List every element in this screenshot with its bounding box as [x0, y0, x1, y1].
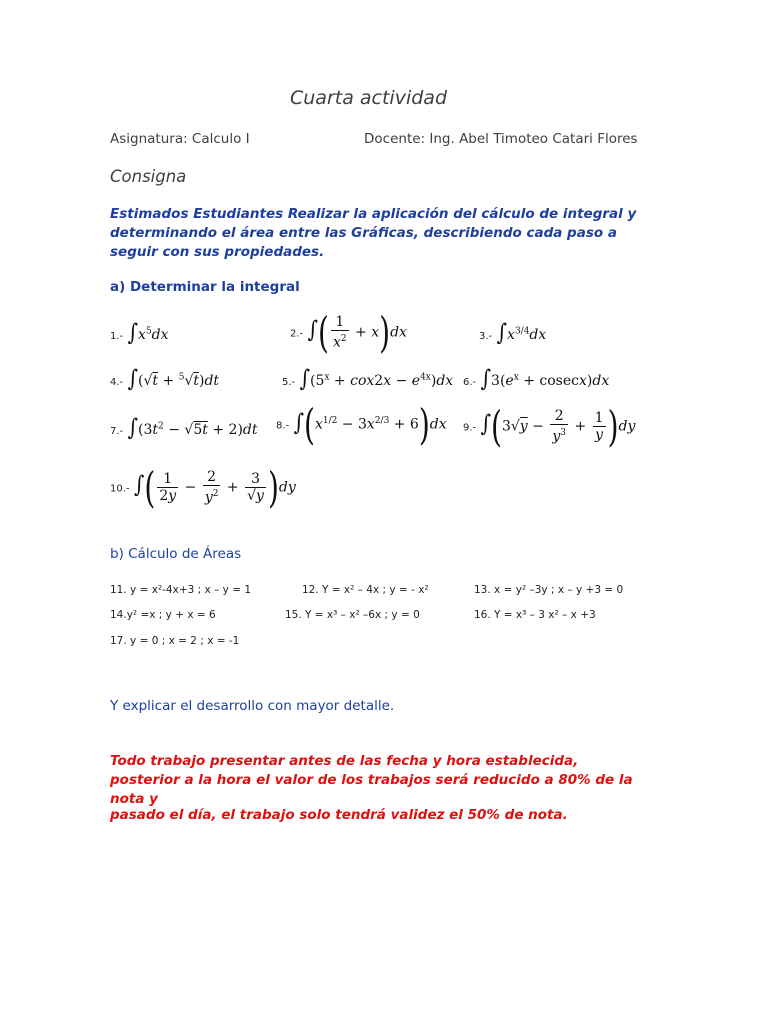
area-item-12: 12. Y = x² – 4x ; y = - x²: [302, 584, 429, 596]
integral-7: 7.- $\int(3t^2 - √5t + 2)dt$: [110, 413, 258, 441]
integral-10: 10.- ∫( $\frac{1}{2y}$ − $\frac{2}{y^2}$ + $\frac{3}{√y}$ )dy: [110, 462, 296, 513]
integral-number: 4.-: [110, 377, 124, 388]
section-b-heading: b) Cálculo de Áreas: [110, 546, 242, 562]
page-title: Cuarta actividad: [290, 87, 448, 109]
integral-number: 9.-: [463, 422, 477, 434]
area-item-14: 14.y² =x ; y + x = 6: [110, 609, 216, 621]
late-warning: pasado el día, el trabajo solo tendrá validez el 50% de nota.: [110, 807, 568, 823]
area-item-11: 11. y = x²-4x+3 ; x – y = 1: [110, 584, 252, 596]
integral-5: 5.- $\int(5^x + cox2x - e^{4x})dx$: [282, 364, 454, 392]
integral-number: 10.-: [110, 483, 130, 495]
instruction-text: Estimados Estudiantes Realizar la aplicación del cálculo de integral y determinando el área entre las Gráficas, describiendo cada paso a seguir con sus propiedades.: [110, 206, 637, 260]
integral-number: 8.-: [276, 420, 290, 432]
consigna-heading: Consigna: [110, 167, 187, 186]
integral-3: 3.- $\int x^{3/4}dx$: [479, 318, 547, 346]
integral-8: 8.- $\int(x^{1/2} - 3x^{2/3} + 6)dx$: [276, 399, 447, 450]
deadline-warning: Todo trabajo presentar antes de las fecha y hora establecida, posterior a la hora el valor de los trabajos será reducido a 80% de la nota y: [110, 753, 633, 807]
integral-9: 9.- ∫(3√y − $\frac{2}{y^3}$ + $\frac{1}{y}$ )dy: [463, 401, 636, 452]
asignatura-label: Asignatura: Calculo I: [110, 131, 250, 147]
integral-number: 3.-: [479, 331, 493, 342]
area-item-16: 16. Y = x³ – 3 x² – x +3: [474, 609, 596, 621]
integral-2: 2.- ∫( $\frac{1}{x^2}$ + x)dx: [290, 307, 407, 358]
closing-text: Y explicar el desarrollo con mayor detalle.: [110, 698, 395, 714]
integral-4: 4.- ∫(√t + $^5$√t)dt: [110, 364, 220, 392]
integral-number: 6.-: [463, 377, 477, 388]
integral-6: 6.- $\int 3(e^x + cosecx)dx$: [463, 364, 610, 392]
area-item-13: 13. x = y² –3y ; x – y +3 = 0: [474, 584, 624, 596]
integral-number: 7.-: [110, 426, 124, 437]
section-a-heading: a) Determinar la integral: [110, 279, 300, 295]
integral-number: 5.-: [282, 377, 296, 388]
area-item-15: 15. Y = x³ – x² –6x ; y = 0: [285, 609, 420, 621]
integral-number: 1.-: [110, 331, 124, 342]
area-item-17: 17. y = 0 ; x = 2 ; x = -1: [110, 635, 240, 647]
docente-label: Docente: Ing. Abel Timoteo Catari Flores: [364, 131, 638, 147]
integral-1: 1.- $\int x^5dx$: [110, 318, 169, 346]
integral-number: 2.-: [290, 328, 304, 340]
